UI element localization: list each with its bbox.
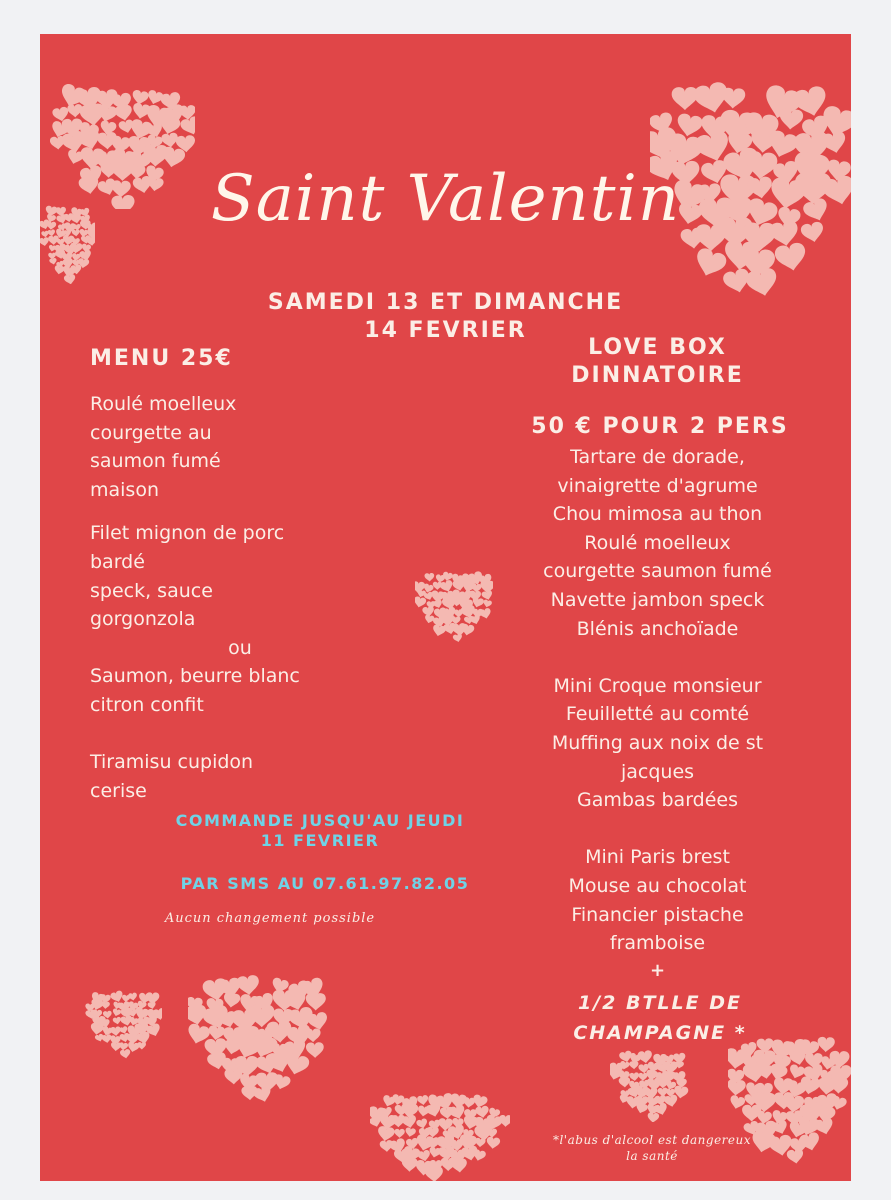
order-line-2: 11 FEVRIER <box>260 831 380 850</box>
love-box-line: Mini Croque monsieur <box>553 674 762 697</box>
love-box-line: Roulé moelleux <box>584 531 731 554</box>
menu-line: maison <box>90 478 159 501</box>
love-box-heading-line-1: LOVE BOX <box>588 335 727 360</box>
menu-list <box>90 390 390 805</box>
heart-cluster-icon <box>610 1044 690 1122</box>
poster-title: Saint Valentin <box>210 162 681 236</box>
valentine-poster <box>40 34 851 1181</box>
menu-line: ou <box>228 636 252 659</box>
heart-cluster-icon <box>370 1084 510 1181</box>
heart-cluster-icon <box>188 962 333 1102</box>
date-line-1: SAMEDI 13 ET DIMANCHE <box>267 290 624 315</box>
menu-line: Saumon, beurre blanc <box>90 665 300 688</box>
disclaimer-line-1: *l'abus d'alcool est dangereux <box>552 1133 752 1147</box>
order-line-1: COMMANDE JUSQU'AU JEUDI <box>175 811 465 830</box>
plus-sign: + <box>649 960 666 981</box>
champagne-line-1: 1/2 BTLLE DE <box>578 992 742 1014</box>
champagne-offer <box>515 988 805 1048</box>
love-box-heading <box>495 334 820 390</box>
menu-line: Filet mignon de porc <box>90 522 285 545</box>
champagne-line-2: CHAMPAGNE * <box>573 1022 747 1044</box>
menu-line: speck, sauce <box>90 579 213 602</box>
heart-cluster-icon <box>415 564 493 642</box>
love-box-line <box>490 643 825 672</box>
love-box-line: Mouse au chocolat <box>568 874 747 897</box>
love-box-line: framboise <box>609 932 706 955</box>
love-box-heading-line-2: DINNATOIRE <box>571 363 744 388</box>
love-box-line: Gambas bardées <box>576 789 739 812</box>
menu-heading: MENU 25€ <box>90 346 233 371</box>
love-box-line: courgette saumon fumé <box>543 560 772 583</box>
menu-line <box>90 720 390 749</box>
menu-line: gorgonzola <box>90 608 196 631</box>
menu-line: bardé <box>90 550 145 573</box>
order-sms-number: PAR SMS AU 07.61.97.82.05 <box>180 874 470 893</box>
love-box-line: Navette jambon speck <box>550 588 765 611</box>
order-deadline <box>135 811 505 851</box>
menu-line: citron confit <box>90 693 204 716</box>
menu-line: Roulé moelleux <box>90 393 237 415</box>
menu-line: Tiramisu cupidon <box>90 751 254 774</box>
alcohol-disclaimer <box>512 1132 792 1164</box>
heart-cluster-icon <box>84 984 162 1059</box>
love-box-line <box>490 815 825 844</box>
love-box-list <box>490 443 825 958</box>
menu-line: courgette au <box>90 421 212 444</box>
love-box-line: Muffing aux noix de st <box>551 731 764 754</box>
love-box-line: Feuilletté au comté <box>565 703 750 726</box>
menu-line: cerise <box>90 779 147 802</box>
love-box-line: Chou mimosa au thon <box>552 503 763 526</box>
date-line-2: 14 FEVRIER <box>364 318 527 343</box>
love-box-line: Mini Paris brest <box>585 846 730 869</box>
love-box-line: jacques <box>620 760 695 783</box>
love-box-price: 50 € POUR 2 PERS <box>531 414 789 439</box>
menu-line <box>90 504 390 519</box>
love-box-line: vinaigrette d'agrume <box>557 474 758 497</box>
love-box-line: Blénis anchoïade <box>576 617 739 640</box>
love-box-line: Tartare de dorade, <box>570 446 745 468</box>
menu-line: saumon fumé <box>90 450 221 473</box>
no-change-note: Aucun changement possible <box>164 911 376 926</box>
love-box-line: Financier pistache <box>571 903 744 926</box>
disclaimer-line-2: la santé <box>626 1149 678 1163</box>
